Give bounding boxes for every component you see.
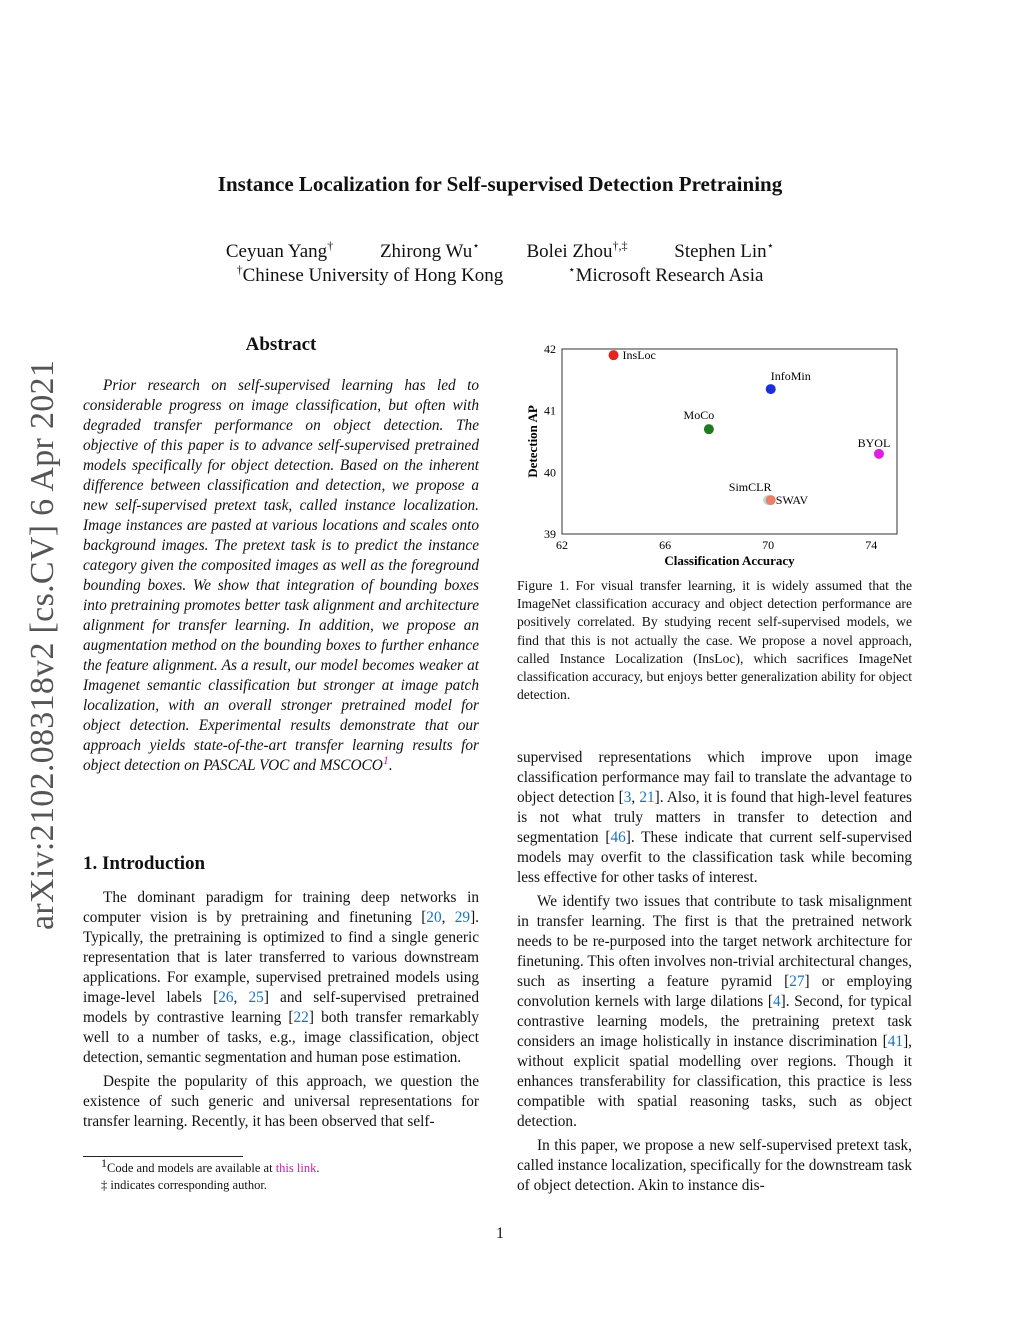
- footnotes: [83, 1155, 483, 1194]
- intro-paragraph-1: [83, 888, 479, 1068]
- right-paragraph-2: [517, 892, 912, 1132]
- author-mark: ⋆: [472, 238, 480, 253]
- author-mark: †: [327, 238, 334, 253]
- point-insloc: [609, 350, 619, 360]
- text-run: ]. Also, it is found that high-level features is not what truly matters in transfer to detection and segmentation [: [517, 789, 912, 846]
- footnote-end: .: [316, 1161, 320, 1175]
- x-ticks: [556, 538, 877, 552]
- author-1: [225, 238, 334, 262]
- text-run: ]. Second, for typical contrastive learning models, the pretraining pretext task considers an image holistically in instance discrimination [: [517, 993, 912, 1050]
- text-run: ]. Typically, the pretraining is optimized to find a single generic representation that is later transferred to various downstream applications. For example, supervised pretrained models using image-level labels [: [83, 909, 479, 1006]
- author-3: [526, 238, 628, 262]
- citation-link[interactable]: 41: [887, 1033, 904, 1050]
- footnote-divider: [83, 1156, 243, 1157]
- author-name: Bolei Zhou: [526, 241, 613, 262]
- citation-link[interactable]: 25: [248, 989, 264, 1006]
- code-link[interactable]: this link: [275, 1161, 317, 1175]
- affiliation-list: [0, 264, 1000, 288]
- text-run: ,: [233, 989, 249, 1006]
- x-tick-label: 74: [865, 538, 878, 552]
- text-run: ] and self-supervised pretrained models by contrastive learning [: [83, 989, 479, 1026]
- y-tick-label: 40: [544, 465, 556, 480]
- text-run: supervised representations which improve upon image classification performance may fail to translate the advantage to object detection [: [517, 749, 912, 806]
- text-run: We identify two issues that contribute to task misalignment in transfer learning. The first is that the pretrained network needs to be re-purposed into the target network architecture for finetuning. This often involves non-trivial architectural changes, such as inserting a feature pyramid [: [517, 893, 912, 990]
- author-name: Stephen Lin: [674, 241, 767, 262]
- point-label-moco: MoCo: [683, 408, 715, 423]
- footnote-1: [83, 1155, 483, 1177]
- right-paragraph-3: In this paper, we propose a new self-supervised pretext task, called instance localization, specifically for the downstream task of object detection. Akin to instance dis-: [517, 1137, 913, 1194]
- footnote-ref[interactable]: 1: [382, 752, 389, 767]
- footnote-2: ‡ indicates corresponding author.: [101, 1178, 267, 1192]
- text-run: ]. These indicate that current self-supervised models may overfit to the classification task while becoming less effective for other tasks of interest.: [517, 829, 913, 886]
- abstract-end: .: [388, 757, 393, 774]
- author-mark: †,‡: [612, 238, 628, 253]
- arxiv-identifier: arXiv:2102.08318v2 [cs.CV] 6 Apr 2021: [24, 359, 61, 930]
- citation-link[interactable]: 3: [623, 789, 632, 806]
- y-tick-label: 42: [544, 343, 556, 356]
- figure-1-scatter-chart: [520, 343, 910, 573]
- text-run: ], without explicit spatial modelling over regions. Though it enhances transferability for classification, this practice is less compatible with spatial reasoning tasks, such as object detection.: [517, 1033, 912, 1130]
- citation-link[interactable]: 27: [789, 973, 805, 990]
- author-list: [0, 240, 1000, 264]
- intro-text: [83, 888, 479, 1136]
- abstract-heading: Abstract: [245, 334, 317, 355]
- section-heading-introduction: 1. Introduction: [83, 853, 206, 874]
- y-tick-label: 39: [544, 527, 556, 541]
- x-tick-label: 62: [556, 538, 568, 552]
- affiliation-2: [568, 262, 764, 286]
- citation-link[interactable]: 26: [218, 989, 234, 1006]
- point-label-swav: SWAV: [775, 493, 809, 508]
- page-number: 1: [496, 1225, 504, 1242]
- author-4: [674, 238, 775, 262]
- text-run: ,: [631, 789, 640, 806]
- citation-link[interactable]: 4: [773, 993, 781, 1010]
- footnote-text: Code and models are available at: [107, 1161, 276, 1175]
- affiliation-1: [236, 262, 504, 286]
- x-axis-label: Classification Accuracy: [664, 553, 795, 568]
- paper-title: Instance Localization for Self-supervised Detection Pretraining: [217, 172, 783, 196]
- author-name: Ceyuan Yang: [225, 241, 328, 262]
- author-block: [0, 240, 1000, 288]
- point-label-infomin: InfoMin: [770, 369, 811, 384]
- y-ticks: [544, 343, 556, 541]
- point-label-insloc: InsLoc: [622, 348, 656, 363]
- affiliation-mark: †: [236, 262, 243, 277]
- text-run: ,: [441, 909, 455, 926]
- text-run: The dominant paradigm for training deep networks in computer vision is by pretraining and finetuning [: [83, 889, 479, 926]
- figure-1-caption: Figure 1. For visual transfer learning, it is widely assumed that the ImageNet classification accuracy and object detection performance are positively correlated. By studying recent self-supervised models, we find that this is not actually the case. We propose a novel approach, called Instance Localization (InsLoc), which sacrifices ImageNet classification accuracy, but enjoys better generalization ability for object detection.: [517, 578, 912, 703]
- point-infomin: [766, 384, 776, 394]
- x-tick-label: 70: [762, 538, 775, 552]
- affiliation-mark: ⋆: [568, 262, 576, 277]
- right-paragraph-1: [517, 748, 912, 888]
- abstract-text: [83, 376, 479, 776]
- point-swav: [766, 495, 776, 505]
- x-tick-label: 66: [659, 538, 672, 552]
- intro-paragraph-2: Despite the popularity of this approach, we question the existence of such generic and universal representations for transfer learning. Recently, it has been observed that self-: [83, 1073, 479, 1130]
- author-mark: ⋆: [766, 238, 775, 253]
- citation-link[interactable]: 46: [610, 829, 626, 846]
- abstract-body-text: Prior research on self-supervised learning has led to considerable progress on image classification, but often with degraded transfer performance on object detection. The objective of this paper is to advance self-supervised pretrained models specifically for object detection. Based on the inherent difference between classification and detection, we propose a new self-supervised pretext task, called instance localization. Image instances are pasted at various locations and scales onto background images. The pretext task is to predict the instance category given the composited images as well as the foreground bounding boxes. We show that integration of bounding boxes into pretraining promotes better task alignment and architecture alignment for transfer learning. In addition, we propose an augmentation method on the bounding boxes to further enhance the feature alignment. As a result, our model becomes weaker at Imagenet semantic classification but stronger at image patch localization, with an overall stronger pretrained model for object detection. Experimental results demonstrate that our approach yields state-of-the-art transfer learning results for object detection on PASCAL VOC and MSCOCO: [83, 377, 479, 774]
- citation-link[interactable]: 29: [454, 909, 471, 926]
- text-run: ] or employing convolution kernels with large dilations [: [517, 973, 912, 1010]
- text-run: ] both transfer remarkably well to a number of tasks, e.g., image classification, object detection, semantic segmentation and human pose estimation.: [83, 1009, 479, 1066]
- affiliation-name: Microsoft Research Asia: [575, 265, 764, 286]
- right-column-text: [517, 748, 912, 1200]
- author-2: [379, 238, 480, 262]
- citation-link[interactable]: 21: [639, 789, 655, 806]
- point-moco: [704, 424, 714, 434]
- citation-link[interactable]: 22: [293, 1009, 309, 1026]
- citation-link[interactable]: 20: [426, 909, 442, 926]
- data-points: [609, 348, 891, 507]
- author-name: Zhirong Wu: [379, 241, 473, 262]
- point-byol: [874, 449, 884, 459]
- y-axis-label: Detection AP: [525, 405, 540, 478]
- affiliation-name: Chinese University of Hong Kong: [242, 265, 504, 286]
- plot-frame: [562, 349, 897, 534]
- point-label-byol: BYOL: [857, 435, 891, 450]
- y-tick-label: 41: [544, 403, 556, 418]
- footnote-mark: 1: [101, 1155, 107, 1170]
- point-label-simclr: SimCLR: [728, 480, 772, 495]
